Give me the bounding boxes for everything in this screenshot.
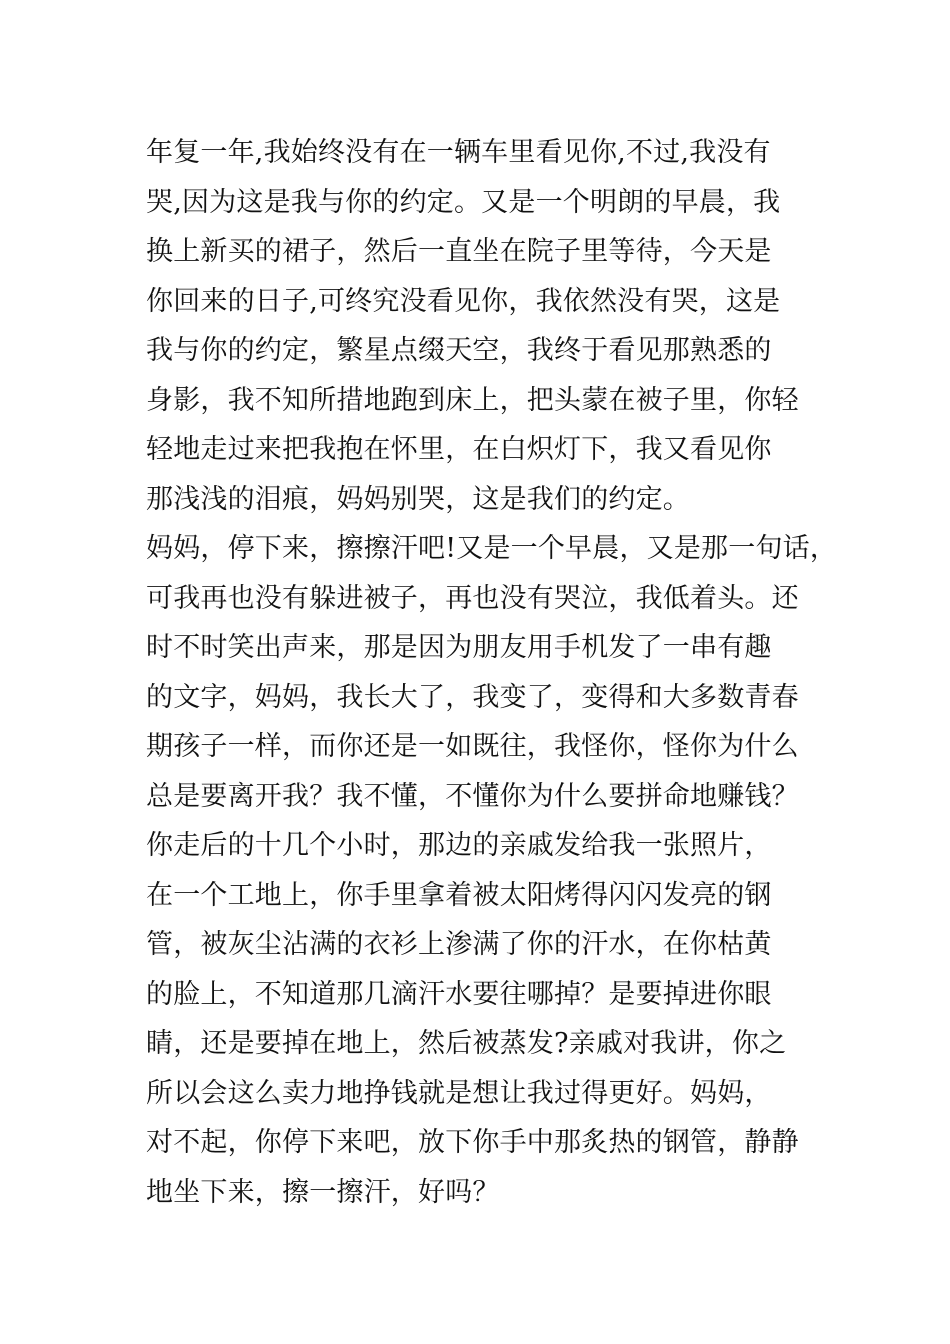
text-line: 时不时笑出声来，那是因为朋友用手机发了一串有趣 <box>146 632 772 663</box>
body-text <box>146 128 846 1217</box>
text-line: 的脸上，不知道那几滴汗水要往哪掉？是要掉进你眼 <box>146 978 772 1010</box>
text-line: 换上新买的裙子，然后一直坐在院子里等待，今天是 <box>146 236 772 267</box>
text-line: 期孩子一样，而你还是一如既往，我怪你，怪你为什么 <box>146 731 799 762</box>
text-line: 轻地走过来把我抱在怀里，在白炽灯下，我又看见你 <box>146 434 772 465</box>
text-line: 对不起，你停下来吧，放下你手中那炙热的钢管，静静 <box>146 1127 799 1158</box>
text-line: 那浅浅的泪痕，妈妈别哭，这是我们的约定。 <box>146 483 690 515</box>
text-line: 哭,因为这是我与你的约定。又是一个明朗的早晨，我 <box>146 186 781 218</box>
text-line: 在一个工地上，你手里拿着被太阳烤得闪闪发亮的钢 <box>146 879 772 911</box>
text-line: 的文字，妈妈，我长大了，我变了，变得和大多数青春 <box>146 681 799 713</box>
text-line: 睛，还是要掉在地上，然后被蒸发?亲戚对我讲，你之 <box>146 1028 787 1059</box>
text-line: 所以会这么卖力地挣钱就是想让我过得更好。妈妈， <box>146 1077 772 1109</box>
text-line: 可我再也没有躲进被子，再也没有哭泣，我低着头。还 <box>146 582 799 614</box>
text-line: 管，被灰尘沾满的衣衫上渗满了你的汗水，在你枯黄 <box>146 929 772 960</box>
text-line: 地坐下来，擦一擦汗，好吗？ <box>146 1176 500 1208</box>
text-line: 总是要离开我？我不懂，不懂你为什么要拼命地赚钱？ <box>146 780 799 812</box>
text-line: 你走后的十几个小时，那边的亲戚发给我一张照片， <box>146 830 772 861</box>
text-line: 妈妈，停下来，擦擦汗吧!又是一个早晨，又是那一句话， <box>146 533 838 564</box>
text-line: 年复一年,我始终没有在一辆车里看见你,不过,我没有 <box>146 137 771 168</box>
text-line: 身影，我不知所措地跑到床上，把头蒙在被子里，你轻 <box>146 384 799 416</box>
text-line: 你回来的日子,可终究没看见你，我依然没有哭，这是 <box>146 285 781 317</box>
text-line: 我与你的约定，繁星点缀天空，我终于看见那熟悉的 <box>146 335 772 366</box>
